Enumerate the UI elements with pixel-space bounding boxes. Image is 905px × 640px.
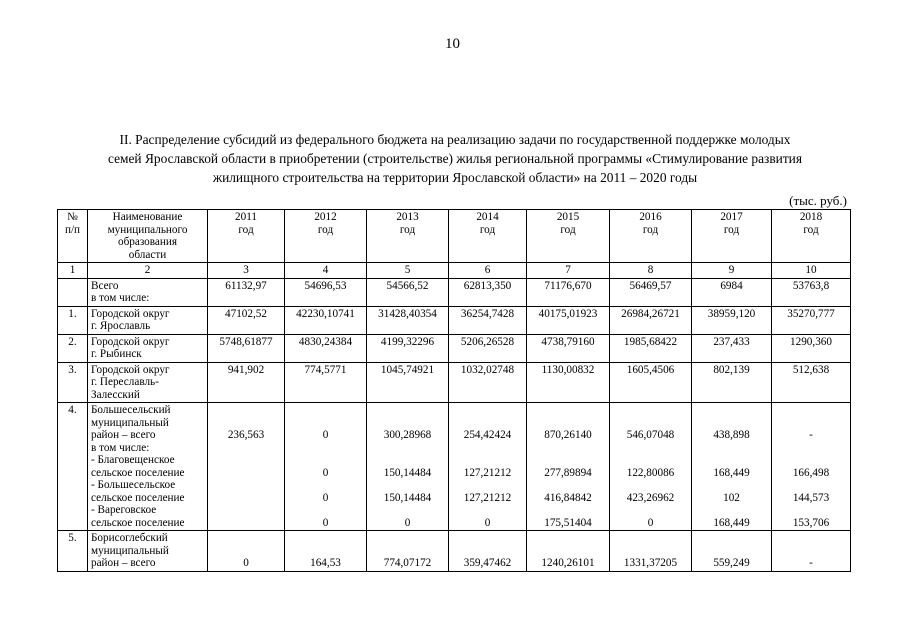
cell-value: 144,573 [792,491,830,504]
row-value: 5206,26528 [449,334,527,362]
row-value [367,403,449,531]
cell-value: 0 [243,557,249,569]
header-line: 2011 [235,211,257,223]
row-value: 56469,57 [610,278,692,306]
name-line: г. Переславль- [91,376,159,388]
subsidy-table [57,209,851,572]
row-value: 35270,777 [772,306,851,334]
row-value [527,531,610,572]
row-value [527,403,610,531]
header-row [58,210,851,263]
cell-spacer [211,545,281,558]
row-name [88,306,208,334]
cell-value: 300,28968 [383,429,432,441]
cell-spacer [775,454,847,467]
cell-value: 559,249 [713,557,750,569]
cell-value: 870,26140 [544,429,592,441]
row-num [58,278,88,306]
name-line: в том числе: [91,292,150,304]
header-line: 2016 [639,211,662,223]
row-value: 1290,360 [772,334,851,362]
cell-spacer [370,479,445,492]
cell-value: - [809,557,813,569]
cell-spacer [370,442,445,455]
table-row [58,362,851,403]
cell-spacer [530,442,606,455]
header-year [610,210,692,263]
cell-spacer [288,479,363,492]
cell-value: 416,84842 [544,491,592,504]
index-cell: 9 [692,263,772,279]
row-value: 38959,120 [692,306,772,334]
name-line: Большесельский [91,404,171,416]
row-value: 802,139 [692,362,772,403]
row-value [449,403,527,531]
header-line: 2012 [314,211,337,223]
cell-spacer [695,545,768,558]
header-line: год [317,223,334,236]
name-line: муниципальный [91,416,169,429]
header-year [692,210,772,263]
cell-spacer [530,454,606,467]
header-year [449,210,527,263]
cell-value: 127,21212 [463,491,512,504]
cell-value [211,492,281,505]
sub-name-line: - Большесельское [91,479,176,491]
cell-spacer [288,454,363,467]
header-year [772,210,851,263]
row-num: 5. [58,531,88,572]
name-line: Залесский [91,388,140,401]
header-line: год [723,223,740,236]
cell-spacer [695,479,768,492]
sub-name-line: - Благовещенское [91,454,175,466]
cell-spacer [613,454,688,467]
cell-spacer [613,504,688,517]
cell-value: 438,898 [713,429,750,441]
cell-value: 774,07172 [383,557,432,569]
row-value [367,531,449,572]
row-value [772,531,851,572]
cell-value: 0 [322,466,329,479]
cell-spacer [211,417,281,430]
cell-value: 0 [322,429,329,441]
cell-spacer [695,504,768,517]
row-num: 3. [58,362,88,403]
table-row [58,334,851,362]
cell-value: 175,51404 [544,516,592,529]
row-value: 61132,97 [208,278,285,306]
cell-value: 168,449 [713,516,750,529]
cell-spacer [211,454,281,467]
header-line: 2018 [799,211,823,223]
cell-spacer [452,442,523,455]
cell-spacer [288,404,363,417]
cell-spacer [695,442,768,455]
cell-spacer [530,532,606,545]
row-value [692,531,772,572]
header-year [367,210,449,263]
cell-value: 0 [322,516,329,529]
units-label: (тыс. руб.) [789,193,847,208]
cell-spacer [452,454,523,467]
header-name [88,210,208,263]
row-value [449,531,527,572]
cell-spacer [530,504,606,517]
cell-value: 166,498 [792,466,830,479]
cell-spacer [775,404,847,417]
cell-spacer [613,417,688,430]
header-line: п/п [64,223,81,236]
row-num: 4. [58,403,88,531]
cell-value: 277,89894 [544,466,592,479]
cell-value: 1331,37205 [623,557,678,569]
row-value: 54696,53 [285,278,367,306]
cell-spacer [370,545,445,558]
header-line: год [479,223,496,236]
cell-value [211,467,281,480]
row-value: 4199,32296 [367,334,449,362]
row-value: 47102,52 [208,306,285,334]
header-year [285,210,367,263]
cell-spacer [288,442,363,455]
sub-name-line: сельское поселение [91,491,185,504]
cell-value: 236,563 [227,429,265,441]
header-line: Наименование [112,211,183,223]
row-value: 62813,350 [449,278,527,306]
index-cell: 3 [208,263,285,279]
cell-spacer [288,417,363,430]
header-line: год [803,223,819,236]
name-line: Всего [91,279,119,292]
row-value: 1605,4506 [610,362,692,403]
cell-spacer [695,404,768,417]
row-value: 1985,68422 [610,334,692,362]
index-cell: 2 [88,263,208,279]
name-line: г. Ярославль [91,320,151,332]
cell-value: 102 [723,491,740,504]
sub-name-line: сельское поселение [91,516,185,529]
row-value: 512,638 [772,362,851,403]
cell-value: 127,21212 [463,466,512,479]
cell-spacer [613,479,688,492]
cell-spacer [211,532,281,545]
cell-value: 546,07048 [626,429,675,441]
index-cell: 6 [449,263,527,279]
row-value: 1130,00832 [527,362,610,403]
cell-value: 168,449 [713,466,750,479]
table-header [58,210,851,279]
cell-value: 122,80086 [626,466,675,479]
cell-spacer [530,479,606,492]
header-line: 2017 [720,211,743,223]
row-value: 40175,01923 [527,306,610,334]
index-cell: 8 [610,263,692,279]
row-name [88,403,208,531]
row-num: 2. [58,334,88,362]
header-year [527,210,610,263]
cell-spacer [288,504,363,517]
header-line: области [128,248,167,261]
cell-spacer [211,442,281,455]
cell-spacer [613,442,688,455]
header-line: муниципального [107,223,188,236]
table-row [58,403,851,531]
row-value: 6984 [692,278,772,306]
row-value [208,531,285,572]
header-line: № [67,211,78,223]
name-line: Городской округ [91,335,170,348]
cell-spacer [775,545,847,558]
index-row [58,263,851,279]
cell-spacer [613,532,688,545]
header-line: 2014 [476,211,499,223]
row-value: 941,902 [208,362,285,403]
cell-spacer [370,504,445,517]
cell-spacer [211,504,281,517]
header-line: образования [117,236,177,248]
cell-spacer [530,417,606,430]
cell-spacer [775,442,847,455]
cell-value: 423,26962 [626,491,675,504]
cell-spacer [211,404,281,417]
name-line: район – всего [91,557,156,569]
cell-spacer [370,417,445,430]
name-line: Борисоглебский [91,532,168,544]
row-value: 42230,10741 [285,306,367,334]
row-name [88,362,208,403]
row-value: 31428,40354 [367,306,449,334]
cell-spacer [370,532,445,545]
header-line: год [238,223,254,236]
cell-spacer [695,454,768,467]
row-value: 774,5771 [285,362,367,403]
row-value [285,403,367,531]
header-num [58,210,88,263]
row-value [610,531,692,572]
index-cell: 7 [527,263,610,279]
table-row [58,306,851,334]
document-title [60,130,850,187]
cell-spacer [775,417,847,430]
name-line: муниципальный [91,544,169,557]
cell-spacer [775,504,847,517]
cell-spacer [370,454,445,467]
cell-value: 0 [404,516,411,529]
cell-spacer [775,479,847,492]
name-line: Городской округ [91,363,170,376]
name-line: г. Рыбинск [91,348,142,360]
cell-value: 0 [647,516,654,529]
cell-spacer [211,479,281,492]
cell-value: 1240,26101 [541,557,595,569]
cell-value [211,517,281,530]
table-row [58,278,851,306]
name-line: в том числе: [91,441,150,454]
cell-value: 153,706 [792,516,830,529]
sub-name-line: сельское поселение [91,466,185,479]
row-value: 4738,79160 [527,334,610,362]
index-cell: 4 [285,263,367,279]
cell-spacer [775,532,847,545]
header-line: год [560,223,576,236]
table-body [58,278,851,571]
sub-name-line: - Вареговское [91,504,157,516]
cell-value: 0 [484,516,491,529]
cell-value: 150,14484 [383,466,432,479]
page-number: 10 [445,36,460,52]
cell-spacer [370,404,445,417]
cell-value: - [809,429,813,441]
row-num: 1. [58,306,88,334]
row-value: 36254,7428 [449,306,527,334]
table-row [58,531,851,572]
cell-spacer [288,545,363,558]
header-line: год [642,223,659,236]
row-name [88,531,208,572]
row-value: 26984,26721 [610,306,692,334]
title-line: жилищного строительства на территории Ярославской области» на 2011 – 2020 годы [212,170,698,185]
cell-spacer [452,532,523,545]
row-value: 71176,670 [527,278,610,306]
index-cell: 5 [367,263,449,279]
cell-spacer [530,404,606,417]
cell-spacer [288,532,363,545]
row-value: 1045,74921 [367,362,449,403]
row-value: 54566,52 [367,278,449,306]
cell-value: 150,14484 [383,491,432,504]
cell-value: 0 [322,491,329,504]
row-name [88,334,208,362]
cell-spacer [695,532,768,545]
cell-value: 359,47462 [463,557,512,569]
name-line: Городской округ [91,307,170,320]
cell-spacer [452,545,523,558]
cell-spacer [452,479,523,492]
row-value: 53763,8 [772,278,851,306]
title-line: семей Ярославской области в приобретении (строительстве) жилья региональной программы «Стимулирование развития [107,151,803,166]
cell-spacer [613,545,688,558]
row-value [772,403,851,531]
row-value: 237,433 [692,334,772,362]
row-name [88,278,208,306]
cell-spacer [695,417,768,430]
cell-spacer [530,545,606,558]
cell-spacer [613,404,688,417]
row-value [208,403,285,531]
cell-spacer [452,404,523,417]
cell-spacer [452,417,523,430]
row-value: 1032,02748 [449,362,527,403]
index-cell: 1 [58,263,88,279]
cell-value: 254,42424 [463,429,512,441]
cell-spacer [452,504,523,517]
header-line: 2013 [396,211,419,223]
row-value [610,403,692,531]
header-line: 2015 [556,211,580,223]
row-value [692,403,772,531]
header-year [208,210,285,263]
row-value [285,531,367,572]
row-value: 4830,24384 [285,334,367,362]
cell-value: 164,53 [310,557,341,569]
index-cell: 10 [772,263,851,279]
row-value: 5748,61877 [208,334,285,362]
name-line: район – всего [91,429,156,441]
header-line: год [399,223,416,236]
title-line: II. Распределение субсидий из федерального бюджета на реализацию задачи по государственной поддержке молодых [119,132,791,147]
